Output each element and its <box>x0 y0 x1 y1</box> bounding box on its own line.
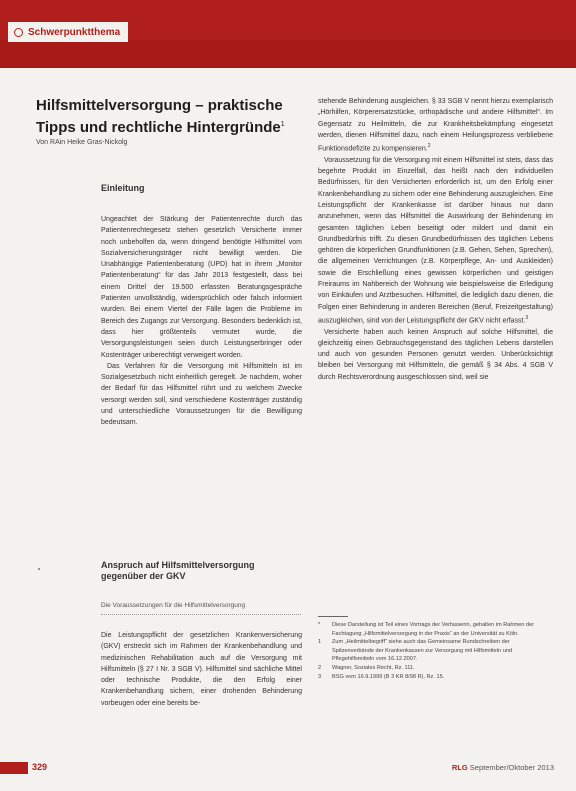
left-column-text <box>101 214 302 429</box>
page-marker <box>0 762 28 774</box>
section-rubric <box>8 22 128 42</box>
paragraph: stehende Behinderung ausgleichen. § 33 SGB V nennt hierzu exemplarisch „Hörhilfen, Körperersatzstücke, orthopädische und andere Hilfsmittel“. Im Gegensatz zu Heilmitteln, die zur Krankheitsbekämpfung eingesetzt werden, dienen Hilfsmittel dazu, nach einem Heilungsprozess verbliebene Funktionsdefizite zu kompensieren.$^2$ <box>318 98 553 153</box>
right-column-text <box>318 96 553 383</box>
paragraph: Voraussetzung für die Versorgung mit einem Hilfsmittel ist stets, dass das begehrte Produkt im Einzelfall, das heißt nach den individuellen Bedürfnissen, für den Versicherten erforderlich ist, um den Erfolg einer Krankenbehandlung zu sichern oder eine Behinderung auszugleichen. Eine Leistungspflicht der Krankenkasse ist darüber hinaus nur dann anzunehmen, wenn das Hilfsmittel die Auswirkung der Behinderung im gesamten täglichen Leben beseitigt oder mildert und damit ein Grundbedürfnis trifft. Zu diesen Grundbedürfnissen des täglichen Lebens gehören die körperlichen Grundfunktionen (z.B. Gehen, Sehen, Sprechen), die allgemeinen Verrichtungen (z.B. Körperpflege, An- und Auskleiden) sowie die Erschließung eines gewissen körperlichen und geistigen Freiraums im Nahbereich der Wohnung wie beispielsweise die Erledigung von Einkäufen und Arztbesuchen. Hilfsmittel, die lediglich dazu dienen, die Folgen einer Behinderung in anderen Bereichen (Beruf, Freizeitgestaltung) auszugleichen, sind von der Leistungspflicht der GKV nicht erfasst.$^3$ <box>318 156 553 325</box>
circle-icon <box>14 28 23 37</box>
divider <box>101 614 301 615</box>
article-byline: Von RAin Heike Gras-Nickolg <box>36 139 128 146</box>
section-subline: Die Voraussetzungen für die Hilfsmittelversorgung <box>101 602 246 609</box>
paragraph: Das Verfahren für die Versorgung mit Hilfsmitteln ist im Sozialgesetzbuch nicht einheitlich geregelt. Je nachdem, woher der Bedarf für das Hilfsmittel rührt und zu welchem Zwecke versorgt werden soll, sind verschiedene Kostenträger zuständig und unterschiedliche Voraussetzungen für die Bewilligung bedeutsam. <box>101 362 302 427</box>
paragraph: Ungeachtet der Stärkung der Patientenrechte durch das Patientenrechtegesetz stehen gesetzlich Versicherte immer noch unbeholfen da, wenn dringend benötigte Hilfsmittel vom Sozialversicherungsträger nicht bewilligt werden. Die Unabhängige Patientenberatung (UPD) hat in ihrem „Monitor Patientenberatung“ für das Jahr 2013 festgestellt, dass bei einem Drittel der 19.500 erfassten Beratungsgespräche Patienten unvollständig, widersprüchlich oder falsch informiert wurden. Bei einem Viertel der Fälle lagen die Probleme im Bereich des Zugangs zur Versorgung. Besonders bedenklich ist, dass hier größtenteils vermutet wurde, die Versorgungsleistungen seien durch Leistungserbringer oder Kostenträger unberechtigt verweigert worden. <box>101 216 302 359</box>
paragraph: Versicherte haben auch keinen Anspruch auf solche Hilfsmittel, die gleichzeitig einen Gebrauchsgegenstand des täglichen Lebens darstellen und auch von gesunden Personen genutzt werden. Unberücksichtigt bleiben bei Versorgung mit Hilfsmitteln, die gemäß § 34 Abs. 4 SGB V durch Rechtsverordnung ausgeschlossen sind, weil sie <box>318 328 553 381</box>
title-footnote-marker: 1 <box>280 121 285 128</box>
footnote: 2 Wagner, Soziales Recht, Rz. 111. <box>318 664 415 671</box>
section-heading-intro: Einleitung <box>101 183 145 193</box>
footnote-rule <box>318 616 348 617</box>
margin-dot <box>38 568 40 570</box>
footnote: * Diese Darstellung ist Teil eines Vortrags der Verfasserin, gehalten im Rahmen der Fachtagung „Hilfsmittelversorgung in der Praxis“ an der Universität zu Köln. <box>318 622 534 637</box>
footnote: 1 Zum „Heilmittelbegriff“ siehe auch das Gemeinsame Rundschreiben der Spitzenverbände der Krankenkassen zur Versorgung mit Hilfsmitteln und Pflegehilfsmitteln vom 16.12.2007. <box>318 639 513 663</box>
footnote-marker: 3 <box>525 314 529 321</box>
header-stripe <box>0 40 576 68</box>
footnote-marker: 2 <box>427 143 431 150</box>
journal-name: RLG <box>451 763 468 772</box>
left-column-text-2 <box>101 630 302 709</box>
rubric-label: Schwerpunktthema <box>28 26 121 38</box>
journal-issue <box>452 763 554 772</box>
footnote: 3 BSG vom 16.9.1999 (B 3 KR 8/98 R), Rz. 15. <box>318 673 445 680</box>
article-title: Hilfsmittelversorgung – praktische Tipps und rechtliche Hintergründe$^1$ <box>36 97 285 136</box>
page-number: 329 <box>32 762 48 772</box>
paragraph: Die Leistungspflicht der gesetzlichen Krankenversicherung (GKV) erstreckt sich im Rahmen der Krankenbehandlung und medizinischen Rehabilitation auch auf die Versorgung mit Hilfsmitteln (§ 27 I Nr. 3 SGB V). Hilfsmittel sind sächliche Mittel oder technische Produkte, die den Erfolg einer Krankenbehandlung sichern, einer drohenden Behinderung vorbeugen oder eine bereits be- <box>101 632 302 707</box>
section-heading-claim: Anspruch auf Hilfsmittelversorgung gegenüber der GKV <box>101 560 255 581</box>
issue-date: September/Oktober 2013 <box>469 763 554 772</box>
footnotes <box>318 621 553 681</box>
